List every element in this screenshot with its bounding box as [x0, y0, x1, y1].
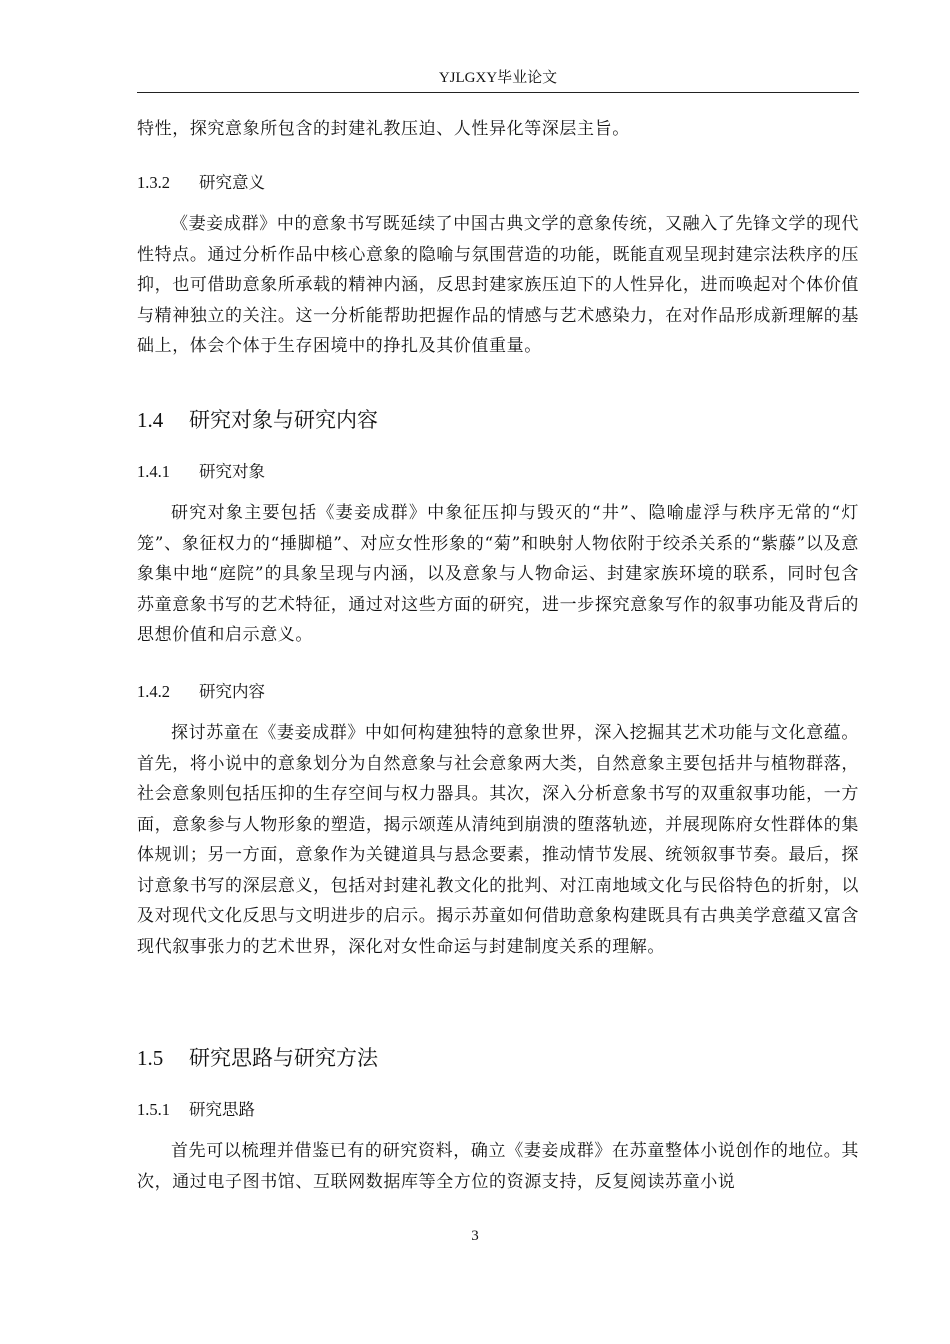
section-number: 1.5: [137, 1046, 164, 1070]
section-number: 1.3.2: [137, 173, 170, 192]
paragraph-research-significance: 《妻妾成群》中的意象书写既延续了中国古典文学的意象传统，又融入了先锋文学的现代性特点。通过分析作品中核心意象的隐喻与氛围营造的功能，既能直观呈现封建宗法秩序的压抑，也可借助意象所承载的精神内涵，反思封建家族压迫下的人性异化，进而唤起对个体价值与精神独立的关注。这一分析能帮助把握作品的情感与艺术感染力，在对作品形成新理解的基础上，体会个体于生存困境中的挣扎及其价值重量。: [137, 214, 859, 356]
section-heading-1-4-2: [137, 680, 859, 704]
paragraph-research-approach: 首先可以梳理并借鉴已有的研究资料，确立《妻妾成群》在苏童整体小说创作的地位。其次，通过电子图书馆、互联网数据库等全方位的资源支持，反复阅读苏童小说: [137, 1141, 859, 1192]
section-heading-1-5: [137, 1043, 859, 1073]
paragraph-research-content: 探讨苏童在《妻妾成群》中如何构建独特的意象世界，深入挖掘其艺术功能与文化意蕴。首先，将小说中的意象划分为自然意象与社会意象两大类，自然意象主要包括井与植物群落，社会意象则包括压抑的生存空间与权力器具。其次，深入分析意象书写的双重叙事功能，一方面，意象参与人物形象的塑造，揭示颂莲从清纯到崩溃的堕落轨迹，并展现陈府女性群体的集体规训；另一方面，意象作为关键道具与悬念要素，推动情节发展、统领叙事节奏。最后，探讨意象书写的深层意义，包括对封建礼教文化的批判、对江南地域文化与民俗特色的折射，以及对现代文化反思与文明进步的启示。揭示苏童如何借助意象构建既具有古典美学意蕴又富含现代叙事张力的艺术世界，深化对女性命运与封建制度关系的理解。: [137, 723, 859, 957]
paragraph-research-object: 研究对象主要包括《妻妾成群》中象征压抑与毁灭的“井”、隐喻虚浮与秩序无常的“灯笼”、象征权力的“捶脚槌”、对应女性形象的“菊”和映射人物依附于绞杀关系的“紫藤”以及意象集中地“庭院”的具象呈现与内涵，以及意象与人物命运、封建家族环境的联系，同时包含苏童意象书写的艺术特征，通过对这些方面的研究，进一步探究意象写作的叙事功能及背后的思想价值和启示意义。: [137, 503, 859, 645]
section-heading-1-4: [137, 405, 859, 435]
section-title: 研究内容: [199, 682, 265, 701]
paragraph-continued: 特性，探究意象所包含的封建礼教压迫、人性异化等深层主旨。: [137, 119, 630, 139]
section-number: 1.4.2: [137, 682, 170, 701]
section-heading-1-3-2: [137, 171, 859, 195]
section-title: 研究对象与研究内容: [189, 408, 378, 432]
section-number: 1.5.1: [137, 1100, 170, 1119]
page-number: 3: [471, 1228, 479, 1244]
page-header: [137, 64, 859, 93]
section-heading-1-5-1: [137, 1098, 859, 1122]
section-title: 研究思路: [189, 1100, 255, 1119]
section-number: 1.4.1: [137, 462, 170, 481]
header-title: YJLGXY毕业论文: [438, 70, 558, 86]
section-title: 研究意义: [199, 173, 265, 192]
section-title: 研究思路与研究方法: [189, 1046, 378, 1070]
section-number: 1.4: [137, 408, 164, 432]
section-heading-1-4-1: [137, 460, 859, 484]
section-title: 研究对象: [199, 462, 265, 481]
